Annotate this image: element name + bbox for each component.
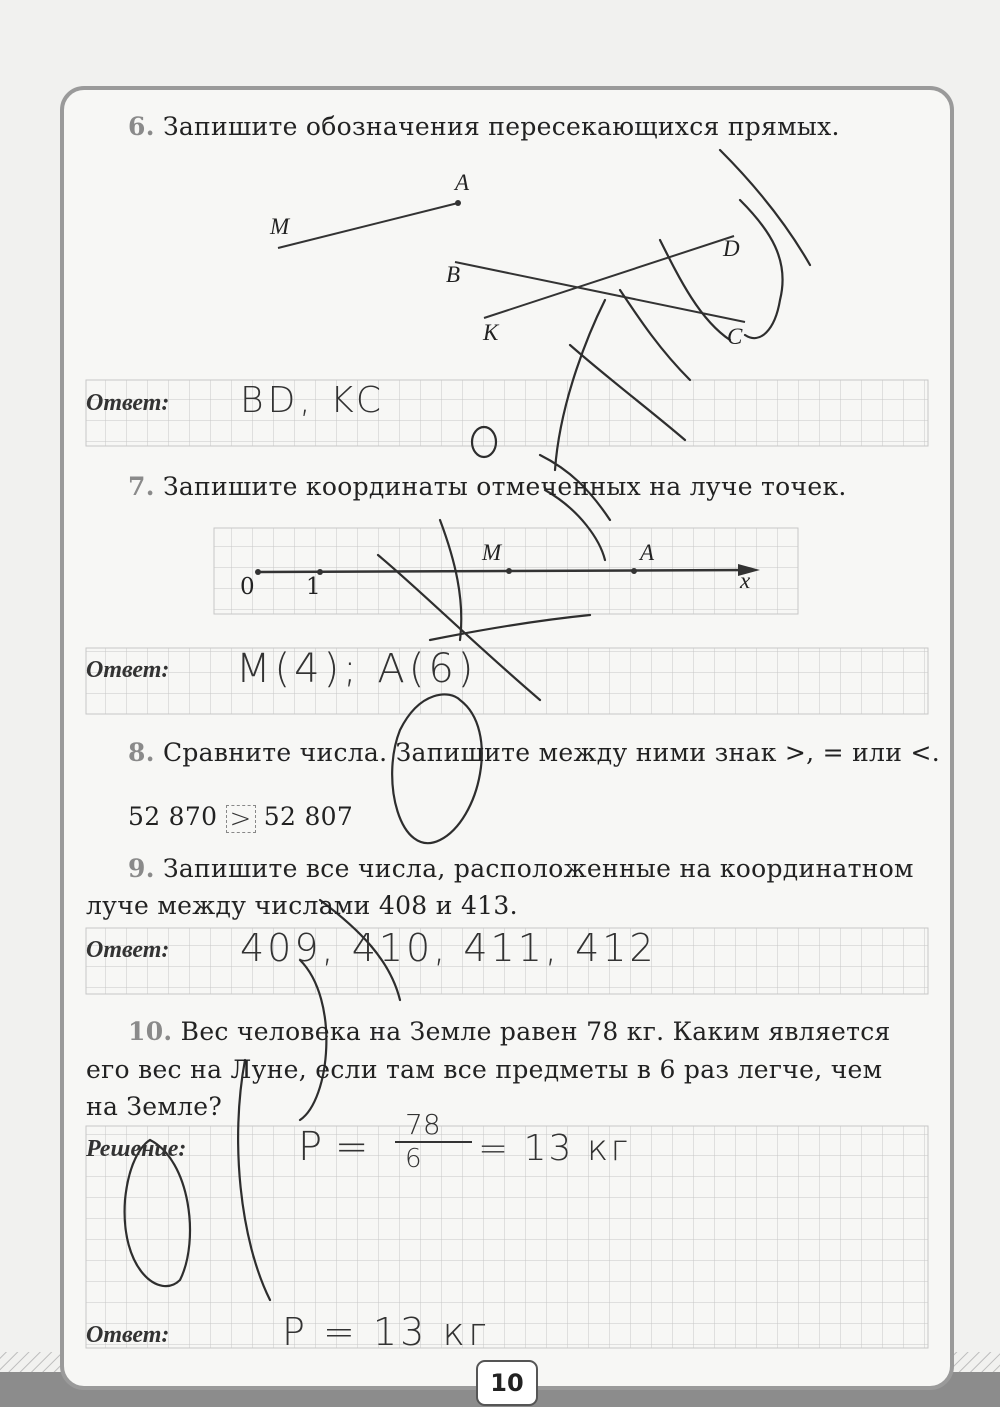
label-C: C: [727, 324, 743, 349]
task10-text-3: на Земле?: [86, 1092, 223, 1121]
task10-text-1: Вес человека на Земле равен 78 кг. Каким является: [180, 1017, 891, 1046]
axis-label-zero: 0: [240, 574, 255, 600]
task6-prompt: [128, 112, 840, 141]
point-M: [506, 568, 512, 574]
task8-prompt: [128, 738, 940, 767]
task9-text-2: луче между числами 408 и 413.: [86, 891, 518, 920]
task9-answer-label: Ответ:: [86, 937, 170, 963]
task8-left-number: 52 870: [128, 802, 218, 831]
task6-answer-grid: [86, 380, 928, 446]
task6-answer-label: Ответ:: [86, 390, 170, 416]
point-A: [455, 200, 461, 206]
task7-answer-grid: [86, 648, 928, 714]
axis-label-one: 1: [306, 574, 321, 600]
task8-number: 8.: [128, 738, 155, 767]
task8-right-number: 52 807: [263, 802, 354, 831]
task7-answer-label: Ответ:: [86, 657, 170, 683]
point-zero: [255, 569, 261, 575]
axis-label-x: x: [740, 568, 751, 593]
task9-prompt-line1: [128, 854, 914, 883]
task10-solution-label: Решение:: [86, 1136, 187, 1162]
task7-answer[interactable]: M(4); A(6): [236, 646, 478, 692]
task10-fraction-numerator[interactable]: 78: [405, 1108, 441, 1141]
axis-label-A: A: [640, 540, 655, 565]
task6-text: Запишите обозначения пересекающихся прямых.: [162, 112, 840, 141]
point-A-ray: [631, 568, 637, 574]
page-number: 10: [490, 1369, 524, 1397]
task9-text-1: Запишите все числа, расположенные на координатном: [162, 854, 914, 883]
task8-text: Сравните числа. Запишите между ними знак >, = или <.: [162, 738, 940, 767]
task6-number: 6.: [128, 112, 155, 141]
task9-answer[interactable]: 409, 410, 411, 412: [240, 926, 657, 970]
label-A: A: [455, 170, 470, 195]
task10-answer[interactable]: P = 13 кг: [282, 1310, 490, 1354]
task10-fraction-denominator[interactable]: 6: [405, 1144, 422, 1174]
task10-number: 10.: [128, 1017, 173, 1046]
task8-comparison: [128, 802, 353, 833]
task10-answer-label: Ответ:: [86, 1322, 170, 1348]
task10-prompt-line1: [128, 1017, 891, 1046]
label-M: M: [270, 214, 290, 239]
task6-answer[interactable]: BD, KC: [240, 380, 385, 421]
task7-number: 7.: [128, 472, 155, 501]
task10-solution-result[interactable]: = 13 кг: [478, 1128, 630, 1169]
task10-text-2: его вес на Луне, если там все предметы в 6 раз легче, чем: [86, 1055, 883, 1084]
task8-sign-box[interactable]: >: [226, 805, 256, 833]
task7-prompt: [128, 472, 847, 501]
task7-text: Запишите координаты отмеченных на луче точек.: [162, 472, 847, 501]
label-B: B: [446, 262, 461, 287]
axis-label-M: M: [482, 540, 502, 565]
label-D: D: [723, 236, 740, 261]
task9-number: 9.: [128, 854, 155, 883]
label-K: K: [483, 320, 499, 345]
task10-solution-p[interactable]: P =: [298, 1124, 369, 1170]
